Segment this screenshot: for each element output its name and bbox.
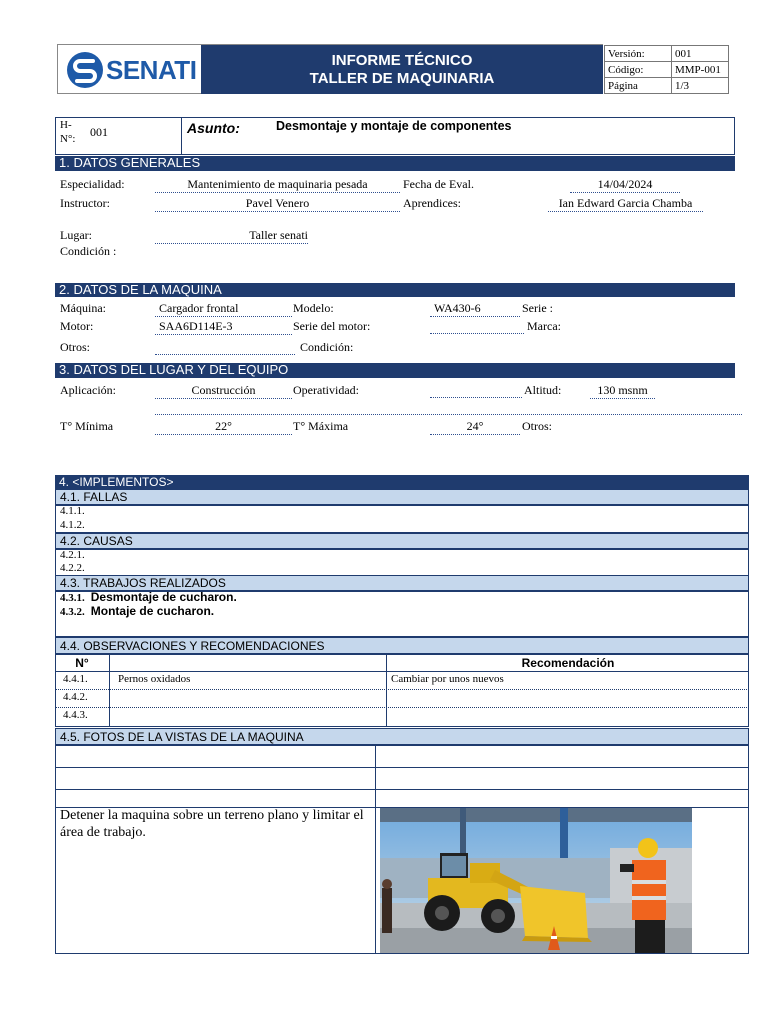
machine-photo xyxy=(380,808,692,953)
obs-row-3-num: 4.4.3. xyxy=(63,709,88,721)
motor-value: SAA6D114E-3 xyxy=(155,319,292,335)
trabajo-num-1: 4.3.1. xyxy=(60,592,85,604)
falla-item-2: 4.1.2. xyxy=(60,519,85,531)
condicion-label: Condición : xyxy=(60,244,117,258)
code-label: Código: xyxy=(605,62,672,78)
causa-item-1: 4.2.1. xyxy=(60,549,85,561)
trabajo-item-2 xyxy=(60,604,214,619)
section-3-title: 3. DATOS DEL LUGAR Y DEL EQUIPO xyxy=(55,363,735,378)
otros-line xyxy=(155,340,295,355)
obs-col-rec-header: Recomendación xyxy=(521,656,615,670)
page-value: 1/3 xyxy=(672,78,729,94)
section-1-title: 1. DATOS GENERALES xyxy=(55,156,735,171)
fallas-box xyxy=(55,505,749,533)
obs-row-2-num: 4.4.2. xyxy=(63,691,88,703)
especialidad-value: Mantenimiento de maquinaria pesada xyxy=(155,177,400,193)
modelo-label: Modelo: xyxy=(293,301,334,315)
altitud-label: Altitud: xyxy=(524,383,562,397)
otros-label: Otros: xyxy=(60,340,90,354)
obs-row-1-obs: Pernos oxidados xyxy=(118,673,191,685)
fotos-col-divider xyxy=(375,745,376,954)
code-value: MMP-001 xyxy=(672,62,729,78)
serie-motor-label: Serie del motor: xyxy=(293,319,371,333)
aprendices-value: Ian Edward Garcia Chamba xyxy=(548,196,703,212)
title-line-1: INFORME TÉCNICO xyxy=(331,52,473,69)
section-2-title: 2. DATOS DE LA MAQUINA xyxy=(55,283,735,297)
altitud-value: 130 msnm xyxy=(590,383,655,399)
motor-label: Motor: xyxy=(60,319,94,333)
aplicacion-value: Construcción xyxy=(155,383,292,399)
asunto-label: Asunto: xyxy=(187,120,240,136)
trabajo-item-1 xyxy=(60,590,237,605)
instructor-label: Instructor: xyxy=(60,196,110,210)
hn-value: 001 xyxy=(90,125,108,139)
hn-label: H-N°: xyxy=(60,119,76,145)
causas-title: 4.2. CAUSAS xyxy=(55,533,749,549)
aplicacion-label: Aplicación: xyxy=(60,383,116,397)
maquina-label: Máquina: xyxy=(60,301,106,315)
brand-name: SENATI xyxy=(106,55,197,85)
lugar-value: Taller senati xyxy=(155,228,308,244)
trabajo-num-2: 4.3.2. xyxy=(60,606,85,618)
serie-label: Serie : xyxy=(522,301,553,315)
obs-col-num-header: N° xyxy=(75,656,89,670)
fecha-label: Fecha de Eval. xyxy=(403,177,474,191)
page-row xyxy=(605,78,729,94)
obs-row-line-1 xyxy=(55,689,749,690)
version-label: Versión: xyxy=(605,46,672,62)
trabajos-title: 4.3. TRABAJOS REALIZADOS xyxy=(55,575,749,591)
subject-divider xyxy=(181,117,182,155)
especialidad-label: Especialidad: xyxy=(60,177,125,191)
obs-col-divider-1 xyxy=(109,654,110,727)
obs-row-1-rec: Cambiar por unos nuevos xyxy=(391,673,504,685)
causa-item-2: 4.2.2. xyxy=(60,562,85,574)
maquina-value: Cargador frontal xyxy=(155,301,292,317)
observaciones-title: 4.4. OBSERVACIONES Y RECOMENDACIONES xyxy=(55,637,749,654)
version-row xyxy=(605,46,729,62)
fotos-row-line-2 xyxy=(55,789,749,790)
lugar-label: Lugar: xyxy=(60,228,92,242)
aprendices-label: Aprendices: xyxy=(403,196,461,210)
operatividad-line xyxy=(430,383,522,398)
trabajo-text-2: Montaje de cucharon. xyxy=(90,604,215,618)
causas-box xyxy=(55,549,749,576)
header-title-bar xyxy=(201,45,603,94)
page-label: Página xyxy=(605,78,672,94)
photo-caption: Detener la maquina sobre un terreno plano y limitar el área de trabajo. xyxy=(60,808,364,840)
trabajo-text-1: Desmontaje de cucharon. xyxy=(90,590,237,604)
version-value: 001 xyxy=(672,46,729,62)
fallas-title: 4.1. FALLAS xyxy=(55,489,749,505)
condicion-maquina-label: Condición: xyxy=(300,340,354,354)
section-4-title: 4. <IMPLEMENTOS> xyxy=(55,475,749,489)
modelo-value: WA430-6 xyxy=(430,301,520,317)
fotos-row-line-1 xyxy=(55,767,749,768)
obs-header-line xyxy=(55,671,749,672)
otros-lugar-label: Otros: xyxy=(522,419,552,433)
tmax-label: T° Máxima xyxy=(293,419,349,433)
senati-logo xyxy=(64,50,198,90)
fecha-value: 14/04/2024 xyxy=(570,177,680,193)
wheel-loader-photo-icon xyxy=(380,808,692,953)
tmin-value: 22° xyxy=(155,419,292,435)
falla-item-1: 4.1.1. xyxy=(60,505,85,517)
tmin-label: T° Mínima xyxy=(60,419,114,433)
obs-row-line-2 xyxy=(55,707,749,708)
operatividad-label: Operatividad: xyxy=(293,383,359,397)
serie-motor-line xyxy=(430,319,524,334)
version-table xyxy=(604,45,729,94)
section-3-dotted-line xyxy=(155,414,742,415)
senati-logo-icon xyxy=(66,51,104,89)
asunto-value: Desmontaje y montaje de componentes xyxy=(276,119,512,133)
tmax-value: 24° xyxy=(430,419,520,435)
instructor-value: Pavel Venero xyxy=(155,196,400,212)
code-row xyxy=(605,62,729,78)
fotos-title: 4.5. FOTOS DE LA VISTAS DE LA MAQUINA xyxy=(55,728,749,745)
marca-label: Marca: xyxy=(527,319,561,333)
title-line-2: TALLER DE MAQUINARIA xyxy=(309,70,495,87)
obs-row-1-num: 4.4.1. xyxy=(63,673,88,685)
